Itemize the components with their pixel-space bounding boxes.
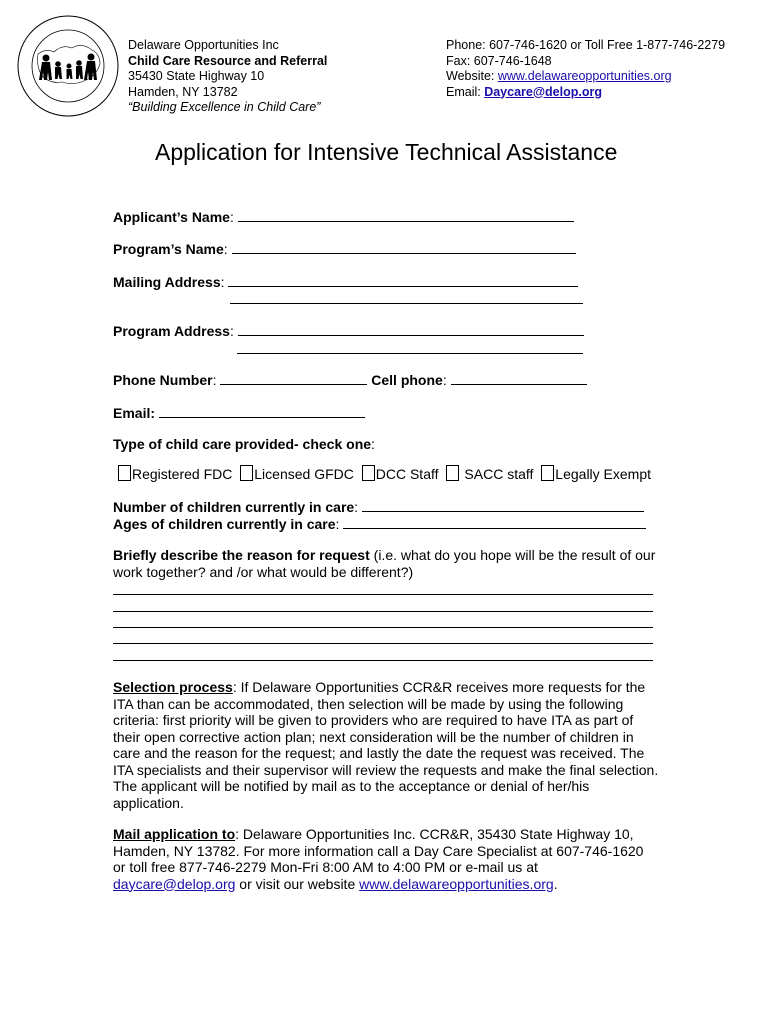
checkbox-icon[interactable] [446,465,459,481]
reason-line-3[interactable] [113,627,653,628]
applicant-name-row [113,208,574,225]
ages-children-row [113,515,646,532]
mail-mid-text: or visit our website [235,875,360,892]
selection-process-text: : If Delaware Opportunities CCR&R receives more requests for the ITA than can be accommodated, then selection will be made by using the following criteria: first priority will be given to providers who are required to have ITA as part of their open corrective action plan; next consideration will be the number of children in care and the reason for the request; and lastly the date the request was received. The ITA specialists and their supervisor will review the requests and make the final selection. The applicant will be notified by mail as to the acceptance or denial of her/his application. [113,679,659,811]
contact-website-row [446,69,725,85]
care-option-licensed-gfdc[interactable] [240,466,354,482]
phone-number-input[interactable] [220,371,367,385]
reason-line-4[interactable] [113,643,653,644]
cell-phone-input[interactable] [451,371,587,385]
colon: : [371,436,375,452]
program-address-row [113,322,584,339]
mailing-address-row [113,273,578,290]
reason-line-2[interactable] [113,611,653,612]
num-children-row [113,498,644,515]
community-action-agency-seal-icon [16,14,120,118]
colon: : [223,241,228,257]
mailing-address-input[interactable] [228,273,578,287]
mail-application-heading: Mail application to [113,826,236,842]
colon: : [354,499,359,515]
colon: : [335,516,340,532]
org-street: 35430 State Highway 10 [128,69,265,83]
care-option-sacc-staff[interactable] [446,466,533,482]
contact-fax: Fax: 607-746-1648 [446,53,552,68]
program-name-label: Program’s Name [113,241,224,257]
mailing-address-label: Mailing Address [113,274,221,290]
mailing-address-line-2[interactable] [230,303,583,304]
reason-line-5[interactable] [113,660,653,661]
phone-row [113,371,587,388]
email-label: Email: [446,84,485,99]
contact-block [446,38,725,100]
ages-children-label: Ages of children currently in care [113,516,336,532]
email-link[interactable]: Daycare@delop.org [484,84,602,99]
program-name-row [113,240,576,257]
ages-children-input[interactable] [343,515,646,529]
selection-process-paragraph [113,679,661,811]
email-row [113,404,365,421]
contact-phone: Phone: 607-746-1620 or Toll Free 1-877-746-2279 [446,38,726,52]
email-input[interactable] [159,404,365,418]
mail-website-link[interactable]: www.delawareopportunities.org [359,875,554,892]
reason-line-1[interactable] [113,594,653,595]
care-option-label: SACC staff [464,466,534,482]
care-option-dcc-staff[interactable] [362,466,439,482]
care-option-label: Legally Exempt [555,466,652,482]
checkbox-icon[interactable] [541,465,554,481]
org-department: Child Care Resource and Referral [128,53,328,68]
num-children-input[interactable] [362,498,644,512]
care-option-label: DCC Staff [375,466,439,482]
website-label: Website: [446,69,498,83]
reason-label: Briefly describe the reason for request [113,547,370,563]
program-address-line-2[interactable] [237,353,583,354]
care-option-label: Registered FDC [132,466,233,482]
cell-phone-label: Cell phone [371,372,443,388]
checkbox-icon[interactable] [240,465,253,481]
program-name-input[interactable] [232,240,576,254]
checkbox-icon[interactable] [118,465,131,481]
checkbox-icon[interactable] [362,465,375,481]
reason-hint-2: work together? and /or what would be different?) [113,563,414,580]
care-type-row [113,436,375,452]
phone-number-label: Phone Number [113,372,213,388]
mail-application-paragraph [113,826,653,892]
colon: : [229,323,234,339]
mail-email-link[interactable]: daycare@delop.org [113,875,236,892]
care-option-registered-fdc[interactable] [118,466,232,482]
applicant-name-label: Applicant’s Name [113,209,230,225]
colon: : [220,274,225,290]
mail-application-text: : Delaware Opportunities Inc. CCR&R, 35430 State Highway 10, Hamden, NY 13782. For more information call a Day Care Specialist at 607-746-1620 or toll free 877-746-2279 Mon-Fri 8:00 AM to 4:00 PM or e-mail us at [113,826,644,875]
applicant-name-input[interactable] [238,208,574,222]
page-title: Application for Intensive Technical Assistance [155,139,618,165]
care-option-label: Licensed GFDC [254,466,354,482]
reason-prompt [113,547,673,580]
colon: : [442,372,447,388]
colon: : [212,372,217,388]
org-city: Hamden, NY 13782 [128,84,238,99]
email-field-label: Email: [113,405,156,421]
org-name: Delaware Opportunities Inc [128,38,279,52]
org-slogan: “Building Excellence in Child Care” [128,100,321,114]
program-address-input[interactable] [238,322,584,336]
care-type-label: Type of child care provided- check one [113,436,372,452]
selection-process-heading: Selection process [113,679,233,695]
colon: : [229,209,234,225]
mail-end-text: . [553,875,558,892]
care-option-legally-exempt[interactable] [541,466,651,482]
org-address-block [128,38,327,116]
program-address-label: Program Address [113,323,230,339]
reason-hint-1: (i.e. what do you hope will be the result of our [369,547,656,563]
num-children-label: Number of children currently in care [113,499,355,515]
website-link[interactable]: www.delawareopportunities.org [497,69,672,83]
organization-logo [16,14,120,118]
contact-email-row [446,85,725,101]
care-type-options [118,465,655,482]
